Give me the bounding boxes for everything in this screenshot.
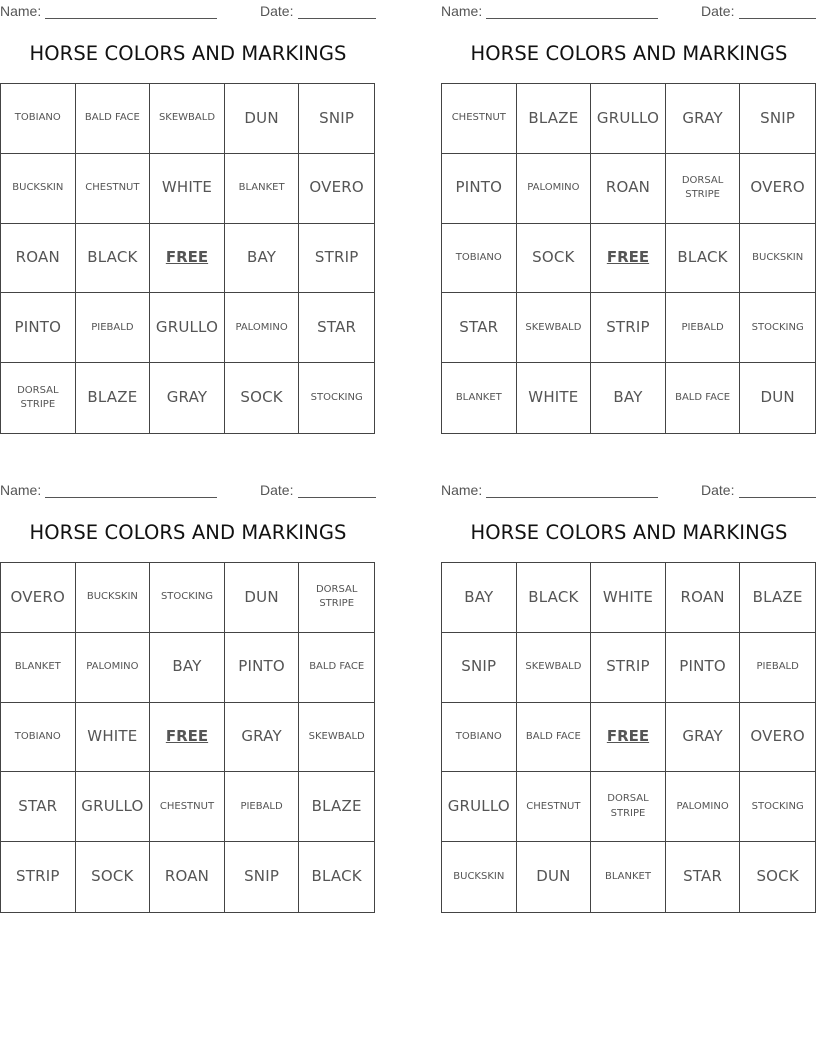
bingo-cell: BLAZE — [76, 363, 151, 433]
free-space-cell: FREE — [150, 703, 225, 773]
bingo-cell: STRIP — [591, 293, 666, 363]
bingo-cell: BLANKET — [591, 842, 666, 912]
bingo-cell: DORSAL STRIPE — [666, 154, 741, 224]
bingo-cell: TOBIANO — [1, 84, 76, 154]
bingo-cell: ROAN — [666, 563, 741, 633]
date-label: Date: — [701, 3, 735, 19]
bingo-cell: OVERO — [740, 154, 815, 224]
bingo-cell: TOBIANO — [1, 703, 76, 773]
card-title: HORSE COLORS AND MARKINGS — [470, 42, 788, 65]
bingo-cell: SNIP — [299, 84, 374, 154]
bingo-cell: GRULLO — [150, 293, 225, 363]
name-date-row — [441, 482, 816, 498]
bingo-cell: DUN — [517, 842, 592, 912]
bingo-cell: ROAN — [591, 154, 666, 224]
bingo-cell: SNIP — [225, 842, 300, 912]
bingo-cell: BLANKET — [1, 633, 76, 703]
bingo-cell: BUCKSKIN — [442, 842, 517, 912]
bingo-cell: GRAY — [666, 84, 741, 154]
bingo-cell: SKEWBALD — [150, 84, 225, 154]
bingo-cell: WHITE — [76, 703, 151, 773]
bingo-cell: CHESTNUT — [150, 772, 225, 842]
bingo-cell: GRULLO — [76, 772, 151, 842]
bingo-grid — [0, 83, 375, 434]
bingo-grid — [0, 562, 375, 913]
bingo-cell: STRIP — [591, 633, 666, 703]
bingo-cell: STOCKING — [150, 563, 225, 633]
bingo-grid — [441, 562, 816, 913]
bingo-cell: PINTO — [1, 293, 76, 363]
free-space-cell: FREE — [591, 224, 666, 294]
bingo-cell: DORSAL STRIPE — [1, 363, 76, 433]
bingo-cell: PIEBALD — [740, 633, 815, 703]
name-label: Name: — [441, 482, 483, 498]
name-label: Name: — [0, 3, 42, 19]
bingo-cell: ROAN — [150, 842, 225, 912]
bingo-cell: DUN — [225, 563, 300, 633]
bingo-cell: PIEBALD — [666, 293, 741, 363]
date-blank-line — [739, 18, 816, 19]
bingo-cell: BAY — [150, 633, 225, 703]
bingo-cell: SKEWBALD — [517, 633, 592, 703]
date-label: Date: — [260, 3, 294, 19]
name-date-row — [0, 3, 376, 19]
name-blank-line — [486, 497, 658, 498]
bingo-cell: SOCK — [756, 867, 799, 886]
bingo-cell: PINTO — [666, 633, 741, 703]
bingo-cell: WHITE — [591, 563, 666, 633]
name-label: Name: — [441, 3, 483, 19]
bingo-cell: PALOMINO — [76, 633, 151, 703]
bingo-cell: DUN — [225, 84, 300, 154]
bingo-cell: CHESTNUT — [442, 84, 517, 154]
bingo-cell: GRULLO — [442, 772, 517, 842]
bingo-cell: STRIP — [299, 224, 374, 294]
bingo-cell: WHITE — [517, 363, 592, 433]
name-blank-line — [486, 18, 658, 19]
bingo-cell: BALD FACE — [299, 633, 374, 703]
bingo-cell: BUCKSKIN — [76, 563, 151, 633]
bingo-cell: BLACK — [517, 563, 592, 633]
bingo-cell: GRAY — [225, 703, 300, 773]
bingo-cell: TOBIANO — [442, 703, 517, 773]
bingo-cell: BLAZE — [299, 772, 374, 842]
bingo-cell: SNIP — [740, 84, 815, 154]
bingo-cell: PALOMINO — [666, 772, 741, 842]
bingo-cell: SOCK — [76, 842, 151, 912]
bingo-cell: BLACK — [311, 867, 362, 886]
card-title: HORSE COLORS AND MARKINGS — [29, 42, 347, 65]
bingo-cell: PIEBALD — [76, 293, 151, 363]
bingo-cell: BLANKET — [442, 363, 517, 433]
bingo-cell: DUN — [760, 388, 795, 407]
bingo-cell: BALD FACE — [517, 703, 592, 773]
bingo-cell: PIEBALD — [225, 772, 300, 842]
bingo-cell: DORSAL STRIPE — [299, 563, 374, 633]
date-blank-line — [298, 18, 376, 19]
bingo-cell: SOCK — [517, 224, 592, 294]
free-space-cell: FREE — [591, 703, 666, 773]
bingo-cell: STAR — [442, 293, 517, 363]
date-blank-line — [739, 497, 816, 498]
bingo-cell: PINTO — [442, 154, 517, 224]
bingo-cell: OVERO — [299, 154, 374, 224]
bingo-cell: DORSAL STRIPE — [591, 772, 666, 842]
bingo-cell: OVERO — [740, 703, 815, 773]
bingo-cell: BLACK — [76, 224, 151, 294]
bingo-cell: CHESTNUT — [76, 154, 151, 224]
bingo-cell: WHITE — [150, 154, 225, 224]
bingo-cell: PINTO — [225, 633, 300, 703]
bingo-cell: PALOMINO — [517, 154, 592, 224]
date-blank-line — [298, 497, 376, 498]
name-date-row — [441, 3, 816, 19]
name-label: Name: — [0, 482, 42, 498]
bingo-cell: CHESTNUT — [517, 772, 592, 842]
bingo-cell: BUCKSKIN — [1, 154, 76, 224]
bingo-cell: PALOMINO — [225, 293, 300, 363]
bingo-cell: STOCKING — [310, 391, 363, 403]
card-title: HORSE COLORS AND MARKINGS — [29, 521, 347, 544]
bingo-cell: STAR — [1, 772, 76, 842]
name-blank-line — [45, 18, 217, 19]
bingo-cell: BLACK — [666, 224, 741, 294]
date-label: Date: — [260, 482, 294, 498]
free-space-cell: FREE — [150, 224, 225, 294]
bingo-cell: STAR — [666, 842, 741, 912]
bingo-cell: TOBIANO — [442, 224, 517, 294]
bingo-cell: SKEWBALD — [517, 293, 592, 363]
bingo-grid — [441, 83, 816, 434]
bingo-cell: SNIP — [442, 633, 517, 703]
date-label: Date: — [701, 482, 735, 498]
bingo-cell: SKEWBALD — [299, 703, 374, 773]
bingo-cell: STRIP — [1, 842, 76, 912]
bingo-cell: STOCKING — [740, 772, 815, 842]
bingo-cell: BLAZE — [740, 563, 815, 633]
bingo-cell: GRULLO — [591, 84, 666, 154]
card-title: HORSE COLORS AND MARKINGS — [470, 521, 788, 544]
bingo-cell: SOCK — [225, 363, 300, 433]
bingo-cell: BALD FACE — [666, 363, 741, 433]
bingo-cell: BLANKET — [225, 154, 300, 224]
bingo-cell: BALD FACE — [76, 84, 151, 154]
bingo-cell: BLAZE — [517, 84, 592, 154]
bingo-cell: STOCKING — [740, 293, 815, 363]
bingo-cell: OVERO — [1, 563, 76, 633]
bingo-cell: STAR — [299, 293, 374, 363]
name-blank-line — [45, 497, 217, 498]
bingo-cell: GRAY — [150, 363, 225, 433]
bingo-cell: BUCKSKIN — [740, 224, 815, 294]
name-date-row — [0, 482, 376, 498]
bingo-cell: BAY — [225, 224, 300, 294]
bingo-cell: ROAN — [1, 224, 76, 294]
bingo-cell: BAY — [591, 363, 666, 433]
bingo-cell: BAY — [442, 563, 517, 633]
bingo-cell: GRAY — [666, 703, 741, 773]
